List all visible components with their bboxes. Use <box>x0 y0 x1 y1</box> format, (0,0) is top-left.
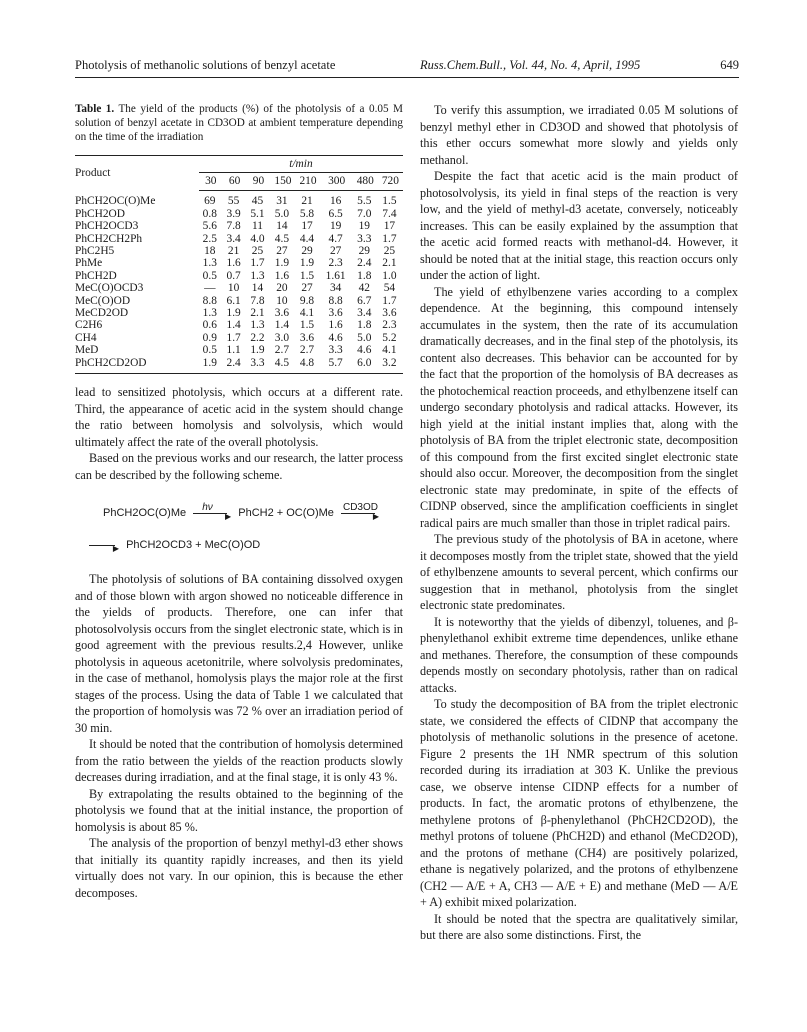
value-cell: 4.0 <box>250 232 265 245</box>
value-cell: 3.4 <box>226 232 241 245</box>
value-cell: 1.5 <box>299 269 315 282</box>
value-cell: 27 <box>276 245 288 258</box>
value-cell: 45 <box>251 195 264 208</box>
table-row <box>75 344 403 356</box>
time-header-cell: 150 <box>270 173 295 191</box>
product-cell: C2H6 <box>75 319 103 332</box>
value-cell: 16 <box>329 195 342 208</box>
scheme-products: PhCH2OCD3 + MeC(O)OD <box>126 539 261 552</box>
value-cell: 3.4 <box>357 307 372 320</box>
product-cell: PhMe <box>75 257 103 270</box>
value-cell: 8.8 <box>328 294 343 307</box>
yield-table <box>75 155 403 375</box>
value-cell: 1.9 <box>274 257 290 270</box>
value-cell: 1.3 <box>202 257 217 270</box>
value-cell: 4.4 <box>299 232 315 245</box>
value-cell: 1.9 <box>199 357 223 374</box>
product-cell: MeD <box>75 344 99 357</box>
value-cell: 2.1 <box>250 307 265 320</box>
value-cell: 8.8 <box>202 294 217 307</box>
value-cell: 3.6 <box>382 307 397 320</box>
table-row <box>75 332 403 344</box>
product-cell: PhCH2D <box>75 269 117 282</box>
value-cell: 18 <box>204 245 216 258</box>
value-cell: 31 <box>276 195 288 208</box>
value-cell: 6.1 <box>226 294 241 307</box>
table-row <box>75 295 403 307</box>
value-cell: 2.1 <box>382 257 397 270</box>
value-cell: 2.4 <box>223 357 247 374</box>
value-cell: 1.8 <box>357 319 372 332</box>
value-cell: 5.1 <box>250 207 265 220</box>
value-cell: 3.6 <box>328 307 343 320</box>
value-cell: 21 <box>227 245 240 258</box>
paragraph: The analysis of the proportion of benzyl methyl-d3 ether shows that initially its quantity rapidly increases, and then its yield virtually does not vary. In our opinion, this is because the ether decomposes. <box>75 836 403 900</box>
table-row <box>75 245 403 257</box>
value-cell: 1.6 <box>226 257 241 270</box>
value-cell: 4.5 <box>270 357 295 374</box>
table-row <box>75 282 403 294</box>
value-cell: 7.8 <box>250 294 265 307</box>
value-cell: 3.3 <box>357 232 372 245</box>
table-caption <box>75 102 403 145</box>
value-cell: 3.3 <box>328 344 343 357</box>
value-cell: 29 <box>358 245 370 258</box>
product-column-header: Product <box>75 155 199 191</box>
product-cell: MeC(O)OCD3 <box>75 282 144 295</box>
value-cell: 0.7 <box>226 269 241 282</box>
value-cell: 6.7 <box>357 294 372 307</box>
value-cell: 10 <box>227 282 240 295</box>
value-cell: 42 <box>358 282 370 295</box>
running-header <box>75 55 739 78</box>
value-cell: 5.7 <box>321 357 353 374</box>
value-cell: 5.5 <box>357 195 372 208</box>
arrow-icon: ▶ <box>89 545 119 546</box>
value-cell: 29 <box>301 245 313 258</box>
value-cell: 11 <box>251 220 263 233</box>
value-cell: 1.7 <box>382 294 397 307</box>
value-cell: 5.8 <box>299 207 315 220</box>
value-cell: 1.9 <box>250 344 265 357</box>
value-cell: 2.7 <box>274 344 290 357</box>
value-cell: 5.0 <box>357 331 372 344</box>
product-cell: CH4 <box>75 331 97 344</box>
value-cell: 1.4 <box>226 319 241 332</box>
table-row <box>75 220 403 232</box>
value-cell: 0.6 <box>202 319 217 332</box>
value-cell: 6.0 <box>353 357 378 374</box>
value-cell: 1.3 <box>250 269 265 282</box>
journal-citation: Russ.Chem.Bull., Vol. 44, No. 4, April, 1995 <box>420 58 641 72</box>
page-number: 649 <box>720 58 739 72</box>
paragraph: Despite the fact that acetic acid is the main product of photosolvolysis, its yield in final steps of the reaction is very low, and the yield of methyl-d3 acetate, conversely, noticeably increases. This can be easily explained by the assumption that the acetic acid formed reacts with methanol-d4. However, it should be noted that at the initial stage, this reaction occurs only under the action of light. <box>420 169 738 282</box>
value-cell: 1.7 <box>382 232 397 245</box>
value-cell: 1.3 <box>202 307 217 320</box>
value-cell: 25 <box>383 245 396 258</box>
value-cell: 1.9 <box>226 307 241 320</box>
value-cell: 4.6 <box>357 344 372 357</box>
value-cell: 2.7 <box>299 344 315 357</box>
time-header-cell: 90 <box>247 173 271 191</box>
value-cell: 4.1 <box>382 344 397 357</box>
value-cell: 34 <box>329 282 342 295</box>
value-cell: 4.7 <box>328 232 343 245</box>
time-header-cell: 210 <box>295 173 320 191</box>
value-cell: 4.1 <box>299 307 315 320</box>
table-row <box>75 307 403 319</box>
product-cell: PhCH2OD <box>75 207 126 220</box>
time-header-cell: 480 <box>353 173 378 191</box>
table-row <box>75 191 403 208</box>
paragraph: The photolysis of solutions of BA containing dissolved oxygen and of those blown with argon showed no noticeable difference in the yields of products. Therefore, one can infer that photosolvolysis occurs from the singlet electronic state, which is in good agreement with the previous results.2,4 However, unlike photolysis in aqueous acetonitrile, where solvolysis predominates, in the case of methanol, homolysis plays the major role at the first stages of the process. Using the data of Table 1 we calculated that the proportion of homolysis was 72 % over an irradiation period of 30 min. <box>75 572 403 735</box>
paragraph: It is noteworthy that the yields of dibenzyl, toluenes, and β-phenylethanol exhibit extreme time dependences, unlike ethane and methanes. Therefore, the consumption of these compounds depends mostly on secondary photolysis, rather than on radical attacks. <box>420 614 738 695</box>
left-column <box>75 102 403 901</box>
value-cell: 7.0 <box>357 207 372 220</box>
product-cell: MeCD2OD <box>75 307 129 320</box>
value-cell: 3.2 <box>378 357 403 374</box>
paragraph: By extrapolating the results obtained to the beginning of the photolysis we found that at the initial instance, the proportion of homolysis is about 85 %. <box>75 786 403 834</box>
value-cell: 5.2 <box>382 331 397 344</box>
value-cell: 1.6 <box>274 269 290 282</box>
time-column-header: t/min <box>199 155 403 172</box>
value-cell: 19 <box>329 220 342 233</box>
value-cell: 1.5 <box>382 195 397 208</box>
scheme-solvent: CD3OD <box>342 501 378 513</box>
value-cell: 1.61 <box>325 269 346 282</box>
value-cell: 1.3 <box>250 319 265 332</box>
paragraph: It should be noted that the spectra are qualitatively similar, but there are also some distinctions. First, the <box>420 911 738 942</box>
product-cell: PhCH2CD2OD <box>75 357 199 374</box>
scheme-intermediate: PhCH2 + OC(O)Me <box>238 507 334 520</box>
scheme-hv: hν <box>202 501 213 513</box>
table-label: Table 1. <box>75 103 115 115</box>
paragraph: lead to sensitized photolysis, which occurs at a different rate. Third, the appearance of acetic acid in the system should change the ratio between homolysis and solvolysis, which would ultimately affect the rate of the overall photolysis. <box>75 385 403 449</box>
value-cell: 0.8 <box>202 207 217 220</box>
value-cell: 1.8 <box>357 269 372 282</box>
value-cell: — <box>204 282 216 295</box>
value-cell: 17 <box>383 220 396 233</box>
value-cell: 3.6 <box>274 307 290 320</box>
value-cell: 1.4 <box>274 319 290 332</box>
table-row <box>75 257 403 269</box>
value-cell: 54 <box>383 282 396 295</box>
time-header-cell: 720 <box>378 173 403 191</box>
table-row <box>75 270 403 282</box>
value-cell: 3.9 <box>226 207 241 220</box>
value-cell: 10 <box>276 294 288 307</box>
value-cell: 7.8 <box>226 220 241 233</box>
paragraph: The previous study of the photolysis of BA in acetone, where it decomposes mostly from the triplet state, showed that the yield of ethylbenzene amounts to several percent, which confirms our suggestion that in methanol, photolysis from the singlet electronic state predominates. <box>420 532 738 612</box>
value-cell: 6.5 <box>328 207 343 220</box>
value-cell: 14 <box>251 282 264 295</box>
value-cell: 2.3 <box>328 257 343 270</box>
value-cell: 1.7 <box>250 257 265 270</box>
value-cell: 14 <box>276 220 288 233</box>
value-cell: 21 <box>301 195 313 208</box>
table-row <box>75 208 403 220</box>
arrow-icon: CD3OD ▶ <box>342 501 379 521</box>
value-cell: 0.9 <box>202 331 217 344</box>
value-cell: 25 <box>251 245 264 258</box>
value-cell: 2.4 <box>357 257 372 270</box>
time-header-cell: 30 <box>199 173 223 191</box>
time-header-cell: 60 <box>223 173 247 191</box>
table-body <box>75 191 403 374</box>
scheme-reactant: PhCH2OC(O)Me <box>103 507 187 520</box>
value-cell: 7.4 <box>382 207 397 220</box>
running-title: Photolysis of methanolic solutions of benzyl acetate <box>75 58 336 72</box>
value-cell: 1.6 <box>328 319 343 332</box>
value-cell: 3.3 <box>247 357 271 374</box>
value-cell: 2.2 <box>250 331 265 344</box>
value-cell: 27 <box>329 245 342 258</box>
value-cell: 5.0 <box>274 207 290 220</box>
right-column <box>420 102 738 944</box>
value-cell: 1.0 <box>382 269 397 282</box>
paragraph: To study the decomposition of BA from the triplet electronic state, we considered the effects of CIDNP that accompany the photolysis of methanolic solutions in the presence of acetone. Figure 2 presents the 1H NMR spectrum of this solution recorded during its irradiation at 303 K. Unlike the previous case, we observe intense CIDNP effects for a number of products. In fact, the aromatic protons of ethylbenzene, the methylene protons of β-phenylethanol (PhCH2CD2OD), the methyl protons of toluene (PhCH2D) and ethanol (MeCD2OD), and the protons of methane (CH4) are positively polarized, ethane is negatively polarized, and the protons of ethylbenzene (CH2 — A/E + A, CH3 — A/E + E) and methane (MeD — A/E + A) exhibit mixed polarization. <box>420 697 738 909</box>
arrow-icon: hν ▶ <box>193 513 231 514</box>
value-cell: 19 <box>358 220 370 233</box>
value-cell: 0.5 <box>202 269 217 282</box>
value-cell: 20 <box>276 282 288 295</box>
value-cell: 55 <box>227 195 240 208</box>
value-cell: 27 <box>301 282 313 295</box>
value-cell: 1.5 <box>299 319 315 332</box>
product-cell: MeC(O)OD <box>75 294 131 307</box>
table-row <box>75 357 403 374</box>
value-cell: 1.7 <box>226 331 241 344</box>
time-header-cell: 300 <box>321 173 353 191</box>
value-cell: 0.5 <box>202 344 217 357</box>
product-cell: PhCH2CH2Ph <box>75 232 143 245</box>
paragraph: The yield of ethylbenzene varies according to a complex dependence. At the beginning, this compound intensely accumulates in the system, then the rate of its accumulation dramatically decreases, and in the final step of the photolysis, its content also decreases. This behavior can be accounted for by the fact that the proportion of the homolysis of BA decreases as the photochemical reaction proceeds, and ethylbenzene itself can undergo secondary photolysis and radical attacks. However, its high yield at the initial instant implies that, along with the photolysis of BA from the triplet electronic state, decomposition of this compound from the first excited singlet electronic state should also occur. Moreover, the decomposition from the singlet electronic state may predominate, in spite of the effects of CIDNP observed, since the amplification coefficients in singlet radical pairs are much smaller than those in triplet radical pairs. <box>420 284 738 530</box>
table-row <box>75 233 403 245</box>
table-row <box>75 319 403 331</box>
value-cell: 17 <box>301 220 313 233</box>
value-cell: 4.8 <box>295 357 320 374</box>
value-cell: 4.5 <box>274 232 290 245</box>
value-cell: 5.6 <box>202 220 217 233</box>
paragraph: It should be noted that the contribution of homolysis determined from the ratio between the yields of the reaction products slowly decreases during irradiation, and at the final stage, it is only 43 %. <box>75 737 403 785</box>
value-cell: 4.6 <box>328 331 343 344</box>
paragraph: Based on the previous works and our research, the latter process can be described by the following scheme. <box>75 451 403 482</box>
reaction-scheme <box>75 497 403 557</box>
product-cell: PhCH2OCD3 <box>75 220 139 233</box>
value-cell: 1.1 <box>226 344 241 357</box>
product-cell: PhCH2OC(O)Me <box>75 195 156 208</box>
value-cell: 2.3 <box>382 319 397 332</box>
product-cell: PhC2H5 <box>75 245 115 258</box>
value-cell: 1.9 <box>299 257 315 270</box>
value-cell: 69 <box>204 195 216 208</box>
paragraph: To verify this assumption, we irradiated 0.05 M solutions of benzyl methyl ether in CD3OD and showed that photolysis of this ether occurs somewhat more slowly and yields only methanol. <box>420 103 738 167</box>
value-cell: 9.8 <box>299 294 315 307</box>
table-caption-text: The yield of the products (%) of the photolysis of a 0.05 M solution of benzyl acetate in CD3OD at ambient temperature depending on the time of the irradiation <box>75 103 403 144</box>
value-cell: 2.5 <box>202 232 217 245</box>
value-cell: 3.0 <box>274 331 290 344</box>
value-cell: 3.6 <box>299 331 315 344</box>
